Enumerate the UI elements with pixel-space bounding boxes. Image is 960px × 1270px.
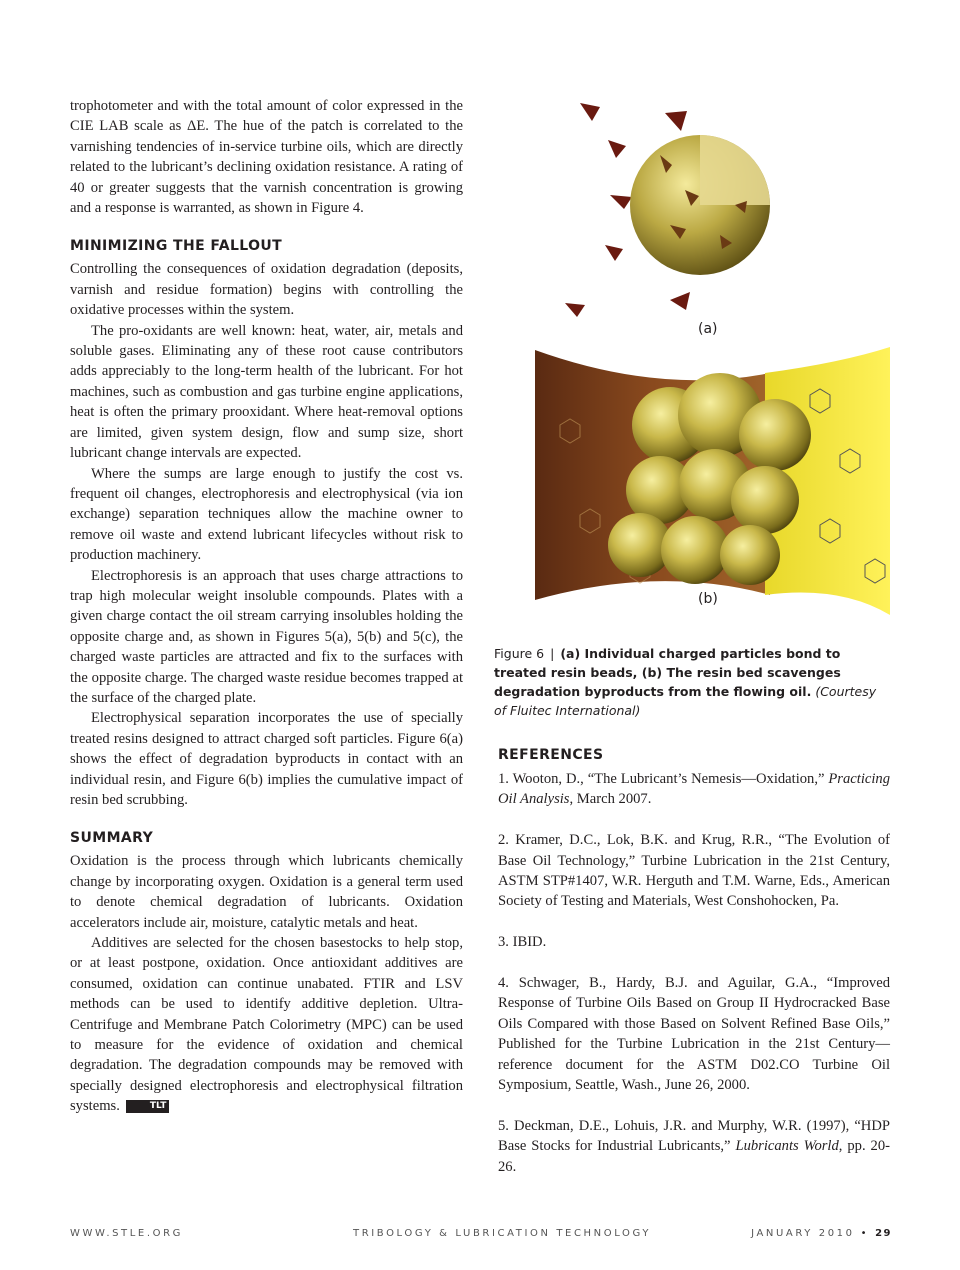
tlt-end-mark-icon: TLT	[126, 1100, 170, 1113]
caption-separator: |	[550, 646, 555, 661]
body-paragraph: Where the sumps are large enough to justify the cost vs. frequent oil changes, electrophoresis and electrophysical (via ion exchange) separation techniques allow the machine owner to remove oil waste and extend lubricant lifecycles without risk to production machinery.	[70, 465, 463, 564]
figure-label-b: (b)	[698, 591, 718, 607]
references-section	[498, 745, 890, 1177]
figure-caption	[494, 644, 890, 720]
body-paragraph: Oxidation is the process through which lubricants chemically change by incorporating oxygen. Oxidation is a general term used to denote chemical degradation of lubricants. Oxidation accelerators include air, moisture, catalytic metals and heat.	[70, 853, 463, 931]
reference-text: 1. Wooton, D., “The Lubricant’s Nemesis—Oxidation,”	[498, 771, 829, 787]
summary-last-text: Additives are selected for the chosen basestocks to help stop, or at least postpone, oxidation. Once antioxidant additives are consumed, oxidation can continue unabated. FTIR and LSV methods can be used to identify additive depletion. Ultra-Centrifuge and Membrane Patch Colorimetry (MPC) can be used to measure for the evidence of oxidation and chemical degradation. The degradation compounds may be removed with specially designed electrophoresis and electrophysical filtration systems.	[70, 935, 463, 1115]
reference-text: 2. Kramer, D.C., Lok, B.K. and Krug, R.R., “The Evolution of Base Oil Technology,” Turbine Lubrication in the 21st Century, ASTM STP#1407, W.R. Herguth and T.M. Warne, Eds., American Society of Testing and Materials, West Conshohocken, Pa.	[498, 832, 890, 910]
particle-icon	[610, 195, 632, 209]
section-heading-minimizing-the-fallout: MINIMIZING THE FALLOUT	[70, 238, 283, 255]
intro-paragraph: trophotometer and with the total amount of color expressed in the CIE LAB scale as ΔE. The hue of the patch is correlated to the varnishing tendencies of in-service turbine oils, which are directly related to the lubricant’s declining oxidation resistance. A rating of 40 or greater suggests that the varnish concentration is growing and a response is warranted, as shown in Figure 4.	[70, 98, 463, 217]
body-paragraph: The pro-oxidants are well known: heat, water, air, metals and soluble gases. Eliminating any of these root cause contributors adds appreciably to the long-term health of the lubricant. For hot machines, such as combustion and gas turbine engine applications, heat is often the primary prooxidant. Where heat-removal options are limited, given system design, flow and sump size, short lubricant change intervals are expected.	[70, 322, 463, 462]
particle-icon	[670, 292, 690, 310]
reference-item	[498, 830, 890, 912]
reference-text: 5. Deckman, D.E., Lohuis, J.R. and Murphy, W.R. (1997), “HDP Base Stocks for Industrial Lubricants,”	[498, 1117, 890, 1155]
reference-item	[498, 932, 890, 952]
reference-item	[498, 973, 890, 1095]
left-column	[70, 96, 463, 1117]
reference-title-italic: Lubricants World	[735, 1138, 839, 1155]
footer-website: WWW.STLE.ORG	[70, 1228, 183, 1239]
reference-title-italic: Practicing Oil Analysis	[498, 771, 890, 808]
particle-icon	[580, 103, 600, 121]
particle-icon	[605, 245, 623, 261]
reference-text-end: , March 2007.	[569, 791, 652, 808]
caption-credit: (Courtesy of Fluitec International)	[494, 684, 877, 718]
reference-text: 4. Schwager, B., Hardy, B.J. and Aguilar, G.A., “Improved Response of Turbine Oils Based on Group II Hydrocracked Base Oils Compared with those Based on Solvent Refined Base Oils,” Published for the Turbine Lubrication in the 21st Century—reference document for the ASTM D02.CO Turbine Oil Symposium, Seattle, Wash., June 26, 2000.	[498, 975, 890, 1094]
reference-text: 3. IBID.	[498, 934, 547, 951]
footer-publication: TRIBOLOGY & LUBRICATION TECHNOLOGY	[353, 1228, 652, 1239]
body-paragraph: Controlling the consequences of oxidation degradation (deposits, varnish and residue formation) begins with controlling the oxidative processes within the system.	[70, 261, 463, 319]
resin-bead-a	[630, 135, 770, 275]
body-paragraph: Electrophoresis is an approach that uses charge attractions to trap high molecular weight insoluble compounds. Plates with a given charge contact the oil stream carrying insolubles holding the opposite charge and, as shown in Figures 5(a), 5(b) and 5(c), the charged waste particles are attracted and fix to the surfaces with the opposite charge. The charged waste residue becomes trapped at the surface of the charged plate.	[70, 567, 463, 706]
page-footer	[70, 1228, 892, 1242]
footer-bullet: •	[860, 1228, 870, 1239]
figure-6-illustration	[520, 95, 900, 635]
section-heading-references: REFERENCES	[498, 747, 604, 763]
footer-issue-page	[751, 1228, 892, 1239]
section-heading-summary: SUMMARY	[70, 830, 154, 847]
reference-item	[498, 769, 890, 810]
particle-icon	[608, 140, 626, 158]
caption-text: (a) Individual charged particles bond to treated resin beads, (b) The resin bed scavenges degradation byproducts from the flowing oil.	[494, 646, 841, 699]
resin-bead-illustration	[520, 95, 900, 635]
reference-item	[498, 1116, 890, 1177]
footer-issue: JANUARY 2010	[751, 1228, 855, 1239]
body-paragraph-last	[70, 933, 463, 1117]
particle-icon	[565, 303, 585, 317]
caption-figure-number: Figure 6	[494, 646, 545, 661]
figure-label-a: (a)	[698, 321, 718, 337]
page-number: 29	[875, 1228, 892, 1239]
body-paragraph: Electrophysical separation incorporates the use of specially treated resins designed to attract charged soft particles. Figure 6(a) shows the effect of degradation byproducts in contact with an individual resin, and Figure 6(b) implies the cumulative impact of resin bed scrubbing.	[70, 710, 463, 808]
reference-text-end: , pp. 20-26.	[498, 1138, 890, 1175]
particle-icon	[665, 111, 687, 131]
